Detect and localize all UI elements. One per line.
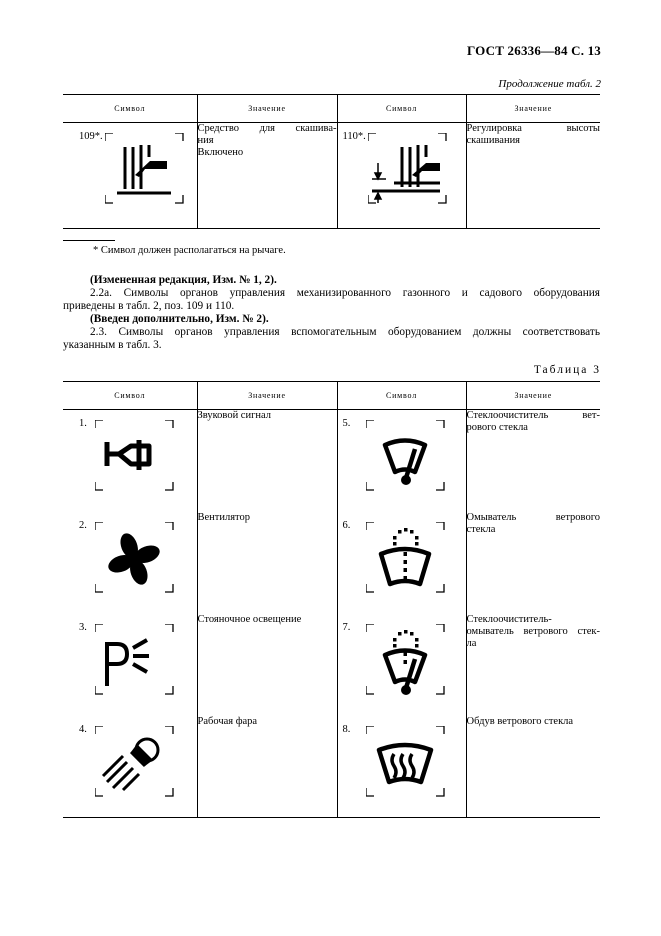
- horn-icon: [95, 420, 175, 500]
- meaning-text: Омыватель ветрового: [466, 511, 600, 523]
- meaning-text: Вентилятор: [197, 511, 251, 523]
- meaning-text: Включено: [197, 147, 244, 158]
- parking-light-icon: [95, 624, 175, 704]
- item-number: 6.: [342, 519, 351, 531]
- work-lamp-icon: [95, 726, 175, 806]
- table-cell-symbol: [337, 614, 466, 716]
- column-header-meaning: Значение: [466, 382, 600, 410]
- column-header-symbol: Символ: [63, 382, 197, 410]
- footnote: * Символ должен располагаться на рычаге.: [93, 245, 286, 256]
- item-number: 7.: [342, 621, 351, 633]
- table-cell-meaning: [197, 716, 337, 818]
- meaning-text: Звуковой сигнал: [197, 410, 272, 421]
- item-number: 110*.: [342, 131, 366, 142]
- table-cell-symbol: [337, 716, 466, 818]
- table-continuation-label: Продолжение табл. 2: [498, 78, 601, 90]
- table-cell-meaning: [197, 123, 337, 229]
- column-header-meaning: Значение: [197, 95, 337, 123]
- table-cell-meaning: [466, 614, 600, 716]
- item-number: 3.: [79, 621, 87, 633]
- item-number: 8.: [342, 723, 351, 735]
- column-header-meaning: Значение: [466, 95, 600, 123]
- amendment-note: (Измененная редакция, Изм. № 1, 2).: [90, 274, 277, 286]
- wiper-washer-icon: [366, 624, 446, 704]
- item-number: 109*.: [79, 131, 103, 142]
- paragraph-line: приведены в табл. 2, поз. 109 и 110.: [63, 300, 235, 312]
- table-cell-symbol: [337, 123, 466, 229]
- fan-icon: [95, 522, 175, 602]
- table-cell-meaning: [466, 123, 600, 229]
- meaning-text: Рабочая фара: [197, 715, 258, 727]
- table-cell-symbol: [63, 410, 197, 512]
- meaning-text: ла: [466, 637, 477, 649]
- item-number: 4.: [79, 723, 87, 735]
- column-header-symbol: Символ: [337, 95, 466, 123]
- table-2: [63, 94, 600, 229]
- meaning-text: рового стекла: [466, 422, 528, 433]
- item-number: 2.: [79, 519, 87, 531]
- table-3-caption: Таблица 3: [533, 364, 601, 376]
- column-header-symbol: Символ: [63, 95, 197, 123]
- meaning-text: стекла: [466, 523, 496, 535]
- meaning-text: омыватель ветрового стек-: [466, 625, 600, 637]
- table-cell-meaning: [466, 512, 600, 614]
- meaning-text: Стеклоочиститель вет-: [466, 410, 600, 421]
- column-header-symbol: Символ: [337, 382, 466, 410]
- footnote-divider: [63, 240, 115, 241]
- table-cell-symbol: [63, 716, 197, 818]
- meaning-text: Стеклоочиститель-: [466, 613, 552, 625]
- meaning-text: скашивания: [466, 135, 521, 146]
- paragraph-2-3: [63, 326, 600, 352]
- table-cell-meaning: [197, 410, 337, 512]
- windshield-wiper-icon: [366, 420, 446, 500]
- table-cell-symbol: [63, 123, 197, 229]
- paragraph-line: 2.3. Символы органов управления вспомогательным оборудованием должны соответствовать: [90, 326, 600, 338]
- paragraph-line: указанным в табл. 3.: [63, 339, 162, 351]
- table-cell-symbol: [63, 512, 197, 614]
- paragraph-line: 2.2а. Символы органов управления механизированного газонного и садового оборудования: [90, 287, 600, 299]
- table-cell-symbol: [337, 410, 466, 512]
- page-header-title: ГОСТ 26336—84 С. 13: [467, 43, 601, 58]
- mowing-height-icon: [368, 133, 448, 213]
- amendment-note: (Введен дополнительно, Изм. № 2).: [90, 313, 269, 325]
- meaning-text: Обдув ветрового стекла: [466, 715, 574, 727]
- table-cell-symbol: [63, 614, 197, 716]
- meaning-text: Стояночное освещение: [197, 613, 302, 625]
- paragraph-2-2a: [63, 287, 600, 313]
- windshield-defroster-icon: [366, 726, 446, 806]
- windshield-washer-icon: [366, 522, 446, 602]
- item-number: 1.: [79, 418, 87, 429]
- mower-lever-icon: [105, 133, 185, 213]
- meaning-text: Регулировка высоты: [466, 123, 600, 134]
- table-cell-meaning: [466, 410, 600, 512]
- table-cell-meaning: [466, 716, 600, 818]
- table-cell-symbol: [337, 512, 466, 614]
- item-number: 5.: [342, 418, 351, 429]
- table-cell-meaning: [197, 512, 337, 614]
- meaning-text: ния: [197, 135, 214, 146]
- meaning-text: Средство для скашива-: [197, 123, 337, 134]
- table-3: [63, 381, 600, 818]
- column-header-meaning: Значение: [197, 382, 337, 410]
- table-cell-meaning: [197, 614, 337, 716]
